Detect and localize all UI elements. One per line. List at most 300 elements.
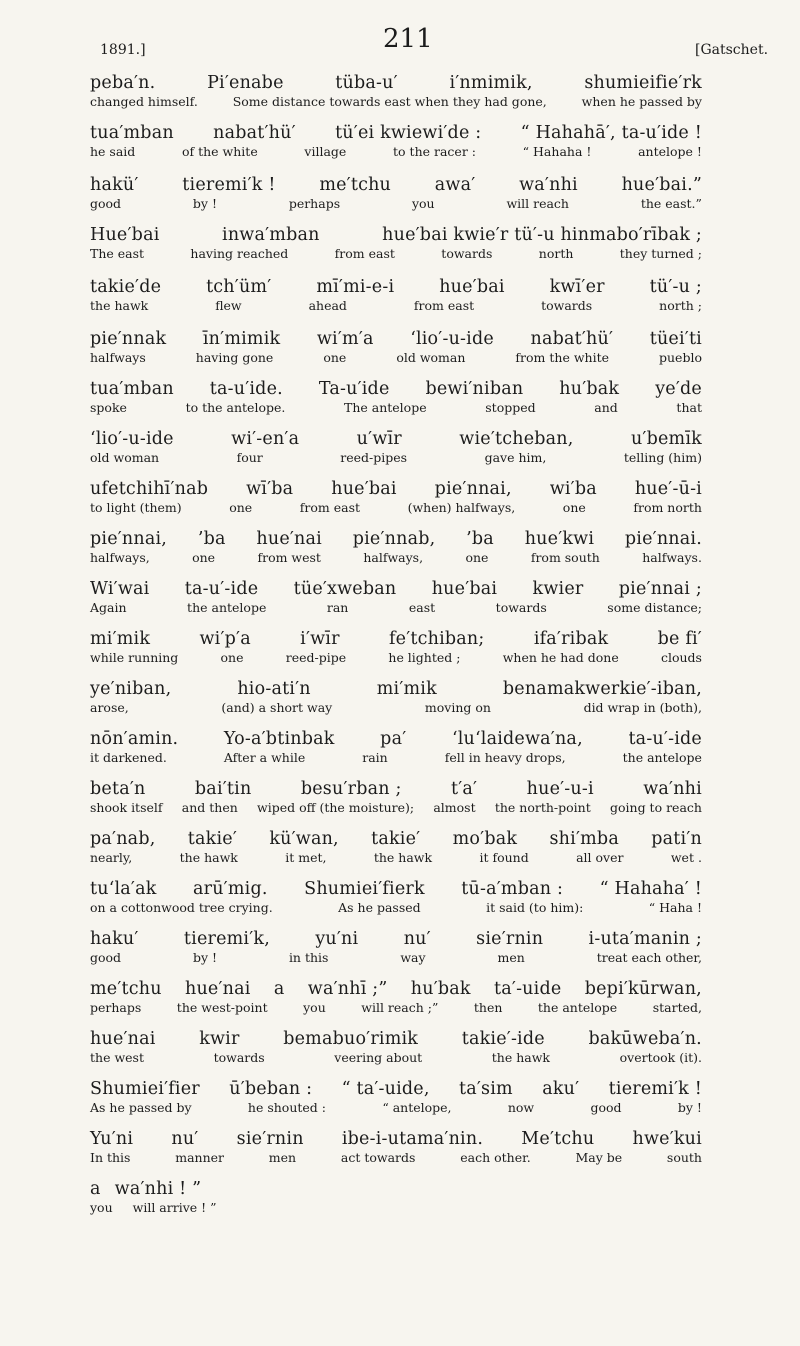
native-line (90, 224, 702, 246)
native-word: me′tchu (90, 979, 162, 999)
header-year: 1891.] (100, 42, 146, 58)
gloss-word: by ! (192, 950, 218, 965)
native-word: a (90, 1179, 101, 1199)
native-line (90, 828, 702, 850)
native-word: hakü′ (90, 175, 139, 195)
native-word: aku′ (542, 1079, 580, 1099)
native-word: wa′nhi ! ” (114, 1179, 202, 1199)
native-word: u′bemīk (630, 429, 702, 449)
native-word: “ Hahahā′, ta-u′ide ! (520, 123, 702, 143)
gloss-word: good (590, 1100, 622, 1115)
native-word: awa′ (434, 175, 476, 195)
gloss-word: the antelope (622, 750, 702, 765)
text-group (90, 1128, 702, 1166)
native-word: ‘lio′-u-ide (410, 329, 494, 349)
gloss-word: when he had done (502, 650, 619, 665)
gloss-word: moving on (424, 700, 491, 715)
gloss-line (90, 94, 702, 110)
native-word: beta′n (90, 779, 146, 799)
native-word: tü′ei kwiewi′de : (335, 123, 482, 143)
gloss-word: ran (326, 600, 349, 615)
gloss-line (90, 650, 702, 666)
gloss-word: clouds (660, 650, 702, 665)
native-word: hue′bai (431, 579, 498, 599)
gloss-word: towards (441, 246, 493, 261)
native-word: kwier (532, 579, 584, 599)
gloss-word: you (303, 1000, 326, 1015)
native-word: wī′ba (246, 479, 294, 499)
gloss-word: changed himself. (90, 94, 198, 109)
native-word: nu′ (403, 929, 431, 949)
gloss-word: perhaps (90, 1000, 142, 1015)
native-line (90, 628, 702, 650)
text-group (90, 728, 702, 766)
gloss-word: from north (633, 500, 702, 515)
gloss-line (90, 298, 702, 314)
text-group (90, 122, 702, 160)
gloss-word: it found (479, 850, 529, 865)
gloss-word: while running (90, 650, 179, 665)
native-word: inwa′mban (222, 225, 320, 245)
native-line (90, 276, 702, 298)
native-word: “ ta′-uide, (341, 1079, 430, 1099)
native-word: pie′nnai ; (618, 579, 702, 599)
gloss-word: having reached (190, 246, 289, 261)
native-word: tüe′xweban (293, 579, 397, 599)
gloss-line (90, 196, 702, 212)
native-word: kwir (199, 1029, 240, 1049)
gloss-word: good (90, 196, 122, 211)
native-word: tua′mban (90, 123, 174, 143)
gloss-word: one (220, 650, 244, 665)
native-word: ‘lio′-u-ide (90, 429, 174, 449)
gloss-word: will reach ;” (361, 1000, 439, 1015)
native-line (90, 1128, 702, 1150)
native-word: tch′üm′ (206, 277, 272, 297)
text-group (90, 578, 702, 616)
native-word: Shumiei′fier (90, 1079, 200, 1099)
native-word: Pi′enabe (207, 73, 284, 93)
gloss-word: started, (652, 1000, 702, 1015)
native-word: tu‘la′ak (90, 879, 157, 899)
gloss-word: fell in heavy drops, (444, 750, 566, 765)
gloss-word: In this (90, 1150, 131, 1165)
gloss-word: stopped (485, 400, 536, 415)
native-line (90, 428, 702, 450)
gloss-line (90, 1100, 702, 1116)
native-line (90, 878, 702, 900)
native-word: hue′bai (331, 479, 397, 499)
gloss-word: north (538, 246, 574, 261)
gloss-word: you (90, 1200, 113, 1215)
native-line (90, 928, 702, 950)
native-word: Shumiei′fierk (304, 879, 425, 899)
gloss-word: will arrive ! ” (132, 1200, 217, 1215)
gloss-line (90, 1200, 702, 1216)
native-word: bewi′niban (425, 379, 524, 399)
gloss-word: telling (him) (623, 450, 702, 465)
text-group (90, 72, 702, 110)
native-line (90, 478, 702, 500)
gloss-word: halfways, (363, 550, 424, 565)
native-word: arū′mig. (193, 879, 268, 899)
native-word: ta′-uide (494, 979, 562, 999)
gloss-word: After a while (223, 750, 306, 765)
native-word: nu′ (171, 1129, 199, 1149)
gloss-word: almost (433, 800, 476, 815)
gloss-word: to light (them) (90, 500, 182, 515)
gloss-word: one (192, 550, 216, 565)
gloss-word: wet . (670, 850, 702, 865)
native-word: hio-ati′n (237, 679, 311, 699)
gloss-word: nearly, (90, 850, 133, 865)
gloss-word: men (268, 1150, 297, 1165)
gloss-word: way (400, 950, 426, 965)
native-word: ye′niban, (90, 679, 172, 699)
text-group (90, 478, 702, 516)
native-word: ta-u′-ide (184, 579, 259, 599)
gloss-word: (and) a short way (221, 700, 333, 715)
native-word: hue′-u-i (526, 779, 594, 799)
native-word: mo′bak (452, 829, 518, 849)
gloss-word: to the antelope. (185, 400, 286, 415)
gloss-word: it met, (285, 850, 327, 865)
gloss-word: going to reach (610, 800, 702, 815)
gloss-word: it darkened. (90, 750, 167, 765)
native-word: tüba-u′ (335, 73, 398, 93)
gloss-word: good (90, 950, 122, 965)
native-line (90, 728, 702, 750)
native-word: shi′mba (549, 829, 619, 849)
native-word: nōn′amin. (90, 729, 179, 749)
gloss-word: antelope ! (638, 144, 702, 159)
gloss-word: the north-point (494, 800, 591, 815)
native-word: takie′de (90, 277, 162, 297)
gloss-word: halfways (90, 350, 146, 365)
native-word: Yu′ni (90, 1129, 134, 1149)
gloss-line (90, 900, 702, 916)
gloss-line (90, 450, 702, 466)
native-word: pie′nnab, (352, 529, 436, 549)
gloss-word: will reach (506, 196, 569, 211)
native-word: mi′mik (90, 629, 151, 649)
native-word: ’ba (197, 529, 226, 549)
native-word: wie′tcheban, (459, 429, 574, 449)
gloss-word: Again (90, 600, 127, 615)
native-word: haku′ (90, 929, 139, 949)
native-word: tieremi′k ! (182, 175, 276, 195)
native-word: tü′-u ; (649, 277, 702, 297)
gloss-word: the hawk (373, 850, 433, 865)
gloss-word: some distance; (607, 600, 702, 615)
gloss-word: arose, (90, 700, 129, 715)
gloss-word: men (497, 950, 525, 965)
native-word: tū-a′mban : (461, 879, 564, 899)
text-group (90, 378, 702, 416)
gloss-word: veering about (334, 1050, 423, 1065)
native-word: takie′-ide (461, 1029, 545, 1049)
gloss-line (90, 350, 702, 366)
native-word: Me′tchu (521, 1129, 595, 1149)
native-word: hue′-ū-i (634, 479, 702, 499)
native-word: kwī′er (549, 277, 605, 297)
native-line (90, 1178, 702, 1200)
native-word: mi′mik (376, 679, 437, 699)
gloss-word: May be (575, 1150, 623, 1165)
native-word: pie′nnai, (434, 479, 512, 499)
gloss-word: then (473, 1000, 503, 1015)
text-group (90, 1028, 702, 1066)
gloss-word: all over (576, 850, 624, 865)
gloss-word: Some distance towards east when they had gone, (232, 94, 547, 109)
gloss-line (90, 700, 702, 716)
text-group (90, 628, 702, 666)
gloss-word: halfways, (90, 550, 150, 565)
native-word: tua′mban (90, 379, 174, 399)
gloss-line (90, 1050, 702, 1066)
native-word: bemabuo′rimik (283, 1029, 419, 1049)
gloss-word: shook itself (90, 800, 163, 815)
native-word: ifa′ribak (533, 629, 609, 649)
gloss-line (90, 1000, 702, 1016)
native-word: takie′ (187, 829, 237, 849)
gloss-line (90, 850, 702, 866)
native-word: nabat′hü′ (213, 123, 296, 143)
text-group (90, 778, 702, 816)
native-word: “ Hahaha′ ! (599, 879, 702, 899)
native-word: wi′p′a (199, 629, 251, 649)
gloss-word: overtook (it). (619, 1050, 702, 1065)
native-word: mī′mi-e-i (316, 277, 395, 297)
gloss-word: reed-pipes (340, 450, 408, 465)
native-line (90, 778, 702, 800)
native-word: be fi′ (657, 629, 702, 649)
gloss-line (90, 500, 702, 516)
gloss-word: act towards (340, 1150, 416, 1165)
gloss-word: that (676, 400, 702, 415)
native-word: bakūweba′n. (588, 1029, 702, 1049)
native-word: fe′tchiban; (388, 629, 485, 649)
native-word: hue′bai kwie′r tü′-u hinmabo′rībak ; (382, 225, 702, 245)
native-word: wa′nhi (643, 779, 702, 799)
gloss-word: towards (495, 600, 547, 615)
gloss-word: one (562, 500, 586, 515)
gloss-word: having gone (195, 350, 274, 365)
native-word: hu′bak (559, 379, 620, 399)
gloss-word: the west (90, 1050, 144, 1065)
gloss-word: one (229, 500, 253, 515)
gloss-word: of the white (181, 144, 258, 159)
native-word: Wi′wai (90, 579, 150, 599)
gloss-word: towards (541, 298, 593, 313)
native-word: kü′wan, (269, 829, 339, 849)
gloss-word: wiped off (the moisture); (257, 800, 415, 815)
gloss-word: The antelope (344, 400, 427, 415)
text-group (90, 224, 702, 262)
gloss-word: the hawk (90, 298, 149, 313)
native-word: hwe′kui (632, 1129, 702, 1149)
gloss-word: north ; (659, 298, 702, 313)
native-word: sie′rnin (476, 929, 544, 949)
gloss-word: the west-point (176, 1000, 268, 1015)
gloss-word: one (465, 550, 489, 565)
native-word: ‘lu‘laidewa′na, (452, 729, 583, 749)
native-word: hue′bai (439, 277, 505, 297)
native-line (90, 378, 702, 400)
native-word: ufetchihī′nab (90, 479, 209, 499)
native-word: ū′beban : (229, 1079, 313, 1099)
native-line (90, 328, 702, 350)
native-line (90, 978, 702, 1000)
native-word: takie′ (371, 829, 421, 849)
gloss-word: the hawk (491, 1050, 551, 1065)
native-word: shumieifie′rk (584, 73, 702, 93)
native-line (90, 122, 702, 144)
native-line (90, 72, 702, 94)
native-word: sie′rnin (236, 1129, 304, 1149)
native-word: me′tchu (319, 175, 392, 195)
gloss-word: spoke (90, 400, 127, 415)
text-group (90, 428, 702, 466)
gloss-word: east (408, 600, 436, 615)
gloss-word: pueblo (659, 350, 702, 365)
gloss-word: by ! (192, 196, 217, 211)
gloss-word: from east (334, 246, 395, 261)
native-word: ta-u′ide. (209, 379, 283, 399)
gloss-line (90, 400, 702, 416)
gloss-line (90, 950, 702, 966)
native-word: tieremi′k, (183, 929, 270, 949)
native-line (90, 578, 702, 600)
native-line (90, 528, 702, 550)
native-line (90, 678, 702, 700)
gloss-word: (when) halfways, (407, 500, 516, 515)
gloss-word: did wrap in (both), (583, 700, 702, 715)
text-group (90, 878, 702, 916)
gloss-line (90, 600, 702, 616)
native-line (90, 1078, 702, 1100)
gloss-word: The east (90, 246, 145, 261)
native-word: wi′ba (549, 479, 597, 499)
gloss-line (90, 1150, 702, 1166)
gloss-word: perhaps (288, 196, 341, 211)
gloss-word: old woman (90, 450, 160, 465)
native-word: hue′nai (256, 529, 322, 549)
text-group (90, 276, 702, 314)
native-word: ta′sim (459, 1079, 513, 1099)
native-word: ibe-i-utama′nin. (341, 1129, 484, 1149)
gloss-word: ahead (308, 298, 347, 313)
gloss-word: the hawk (179, 850, 238, 865)
native-word: tieremi′k ! (608, 1079, 702, 1099)
gloss-word: on a cottonwood tree crying. (90, 900, 273, 915)
native-word: hu′bak (410, 979, 471, 999)
text-group (90, 678, 702, 716)
gloss-word: from west (257, 550, 321, 565)
native-word: bepi′kūrwan, (584, 979, 702, 999)
gloss-line (90, 246, 702, 262)
gloss-word: As he passed (338, 900, 421, 915)
gloss-word: it said (to him): (486, 900, 584, 915)
native-word: hue′bai.” (621, 175, 702, 195)
gloss-word: he said (90, 144, 136, 159)
gloss-word: treat each other, (596, 950, 702, 965)
gloss-word: old woman (396, 350, 466, 365)
gloss-word: by ! (677, 1100, 702, 1115)
gloss-word: from east (413, 298, 475, 313)
native-word: pie′nnak (90, 329, 167, 349)
gloss-word: “ Haha ! (648, 900, 702, 915)
gloss-line (90, 750, 702, 766)
native-word: tüei′ti (649, 329, 702, 349)
native-word: wi′m′a (316, 329, 374, 349)
native-word: benamakwerkie′-iban, (502, 679, 702, 699)
native-line (90, 1028, 702, 1050)
native-word: i′wīr (300, 629, 340, 649)
gloss-word: from east (299, 500, 361, 515)
gloss-word: he lighted ; (388, 650, 461, 665)
native-word: yu′ni (315, 929, 359, 949)
native-word: Hue′bai (90, 225, 160, 245)
text-group (90, 1078, 702, 1116)
native-word: i-uta′manin ; (588, 929, 702, 949)
native-word: i′nmimik, (449, 73, 533, 93)
native-word: pa′ (380, 729, 407, 749)
gloss-word: they turned ; (619, 246, 702, 261)
text-group (90, 1178, 702, 1216)
native-word: pati′n (651, 829, 702, 849)
header-author: [Gatschet. (695, 42, 769, 58)
native-word: Ta-u′ide (318, 379, 390, 399)
gloss-word: reed-pipe (285, 650, 347, 665)
gloss-word: in this (288, 950, 329, 965)
gloss-word: now (507, 1100, 535, 1115)
text-group (90, 328, 702, 366)
text-group (90, 928, 702, 966)
native-word: nabat′hü′ (530, 329, 614, 349)
native-word: pie′nnai, (90, 529, 168, 549)
gloss-word: one (323, 350, 347, 365)
gloss-word: he shouted : (247, 1100, 326, 1115)
gloss-word: from the white (515, 350, 609, 365)
gloss-word: gave him, (484, 450, 547, 465)
gloss-word: the antelope (187, 600, 267, 615)
gloss-word: “ antelope, (382, 1100, 452, 1115)
gloss-line (90, 144, 702, 160)
native-word: wi′-en′a (231, 429, 300, 449)
native-word: a (273, 979, 285, 999)
native-word: peba′n. (90, 73, 156, 93)
native-word: īn′mimik (202, 329, 281, 349)
native-word: pie′nnai. (624, 529, 702, 549)
native-word: u′wīr (356, 429, 402, 449)
text-group (90, 978, 702, 1016)
native-line (90, 174, 702, 196)
gloss-line (90, 800, 702, 816)
native-word: bai′tin (194, 779, 252, 799)
native-word: ta-u′-ide (628, 729, 702, 749)
native-word: Yo-a′btinbak (223, 729, 335, 749)
native-word: t′a′ (450, 779, 478, 799)
native-word: hue′nai (90, 1029, 156, 1049)
gloss-word: when he passed by (581, 94, 702, 109)
page-number: 211 (383, 24, 433, 54)
gloss-word: south (666, 1150, 702, 1165)
gloss-word: and (594, 400, 618, 415)
gloss-word: you (411, 196, 435, 211)
gloss-word: the antelope (537, 1000, 618, 1015)
gloss-word: As he passed by (90, 1100, 192, 1115)
